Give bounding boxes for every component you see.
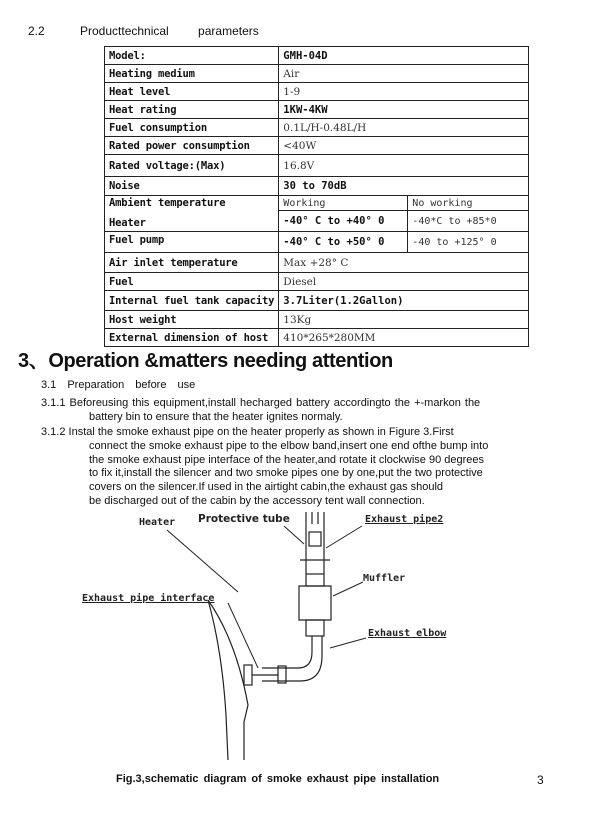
protective-tube-leader-line [284, 526, 304, 544]
exhaust-pipe2-label: Exhaust pipe2 [365, 514, 444, 525]
spec-label: Model: [105, 47, 279, 65]
spec-label: Rated power consumption [105, 137, 279, 155]
paragraph-3-1-2-line3: the smoke exhaust pipe interface of the heater,and rotate it clockwise 90 degrees [89, 454, 485, 466]
table-row [105, 177, 529, 196]
paragraph-3-1-2-line2: connect the smoke exhaust pipe to the elbow band,insert one end ofthe bump into [89, 440, 489, 452]
exhaust-elbow [262, 636, 322, 683]
spec-label [105, 196, 279, 232]
exhaust-pipe-diagram [0, 505, 590, 765]
spec-label: External dimension of host [105, 329, 279, 347]
operation-heading: 3、Operation &matters needing attention [18, 350, 393, 372]
spec-label: Rated voltage:(Max) [105, 155, 279, 177]
spec-value: GMH-04D [279, 47, 529, 65]
muffler [299, 574, 331, 636]
working-header: Working [279, 196, 408, 211]
spec-value: 16.8V [279, 155, 529, 177]
spec-label: Noise [105, 177, 279, 196]
section-number: 2.2 [28, 24, 45, 38]
spec-value: Air [279, 65, 529, 83]
table-row [105, 311, 529, 329]
exhaust-elbow-leader-line [330, 638, 366, 648]
paragraph-3-1-2-line4: to fix it,install the silencer and two smoke pipes one by one,put the two protective [89, 467, 483, 479]
spec-label: Fuel [105, 273, 279, 291]
heater-label: Heater [139, 517, 176, 528]
spec-label: Host weight [105, 311, 279, 329]
table-row [105, 253, 529, 273]
spec-value: 13Kg [279, 311, 529, 329]
spec-value: 3.7Liter(1.2Gallon) [279, 291, 529, 311]
heater-leader-line [167, 530, 238, 592]
table-row [105, 232, 529, 253]
table-row [105, 137, 529, 155]
spec-label: Air inlet temperature [105, 253, 279, 273]
figure-caption: Fig.3,schematic diagram of smoke exhaust pipe installation [116, 773, 440, 785]
spec-table [104, 46, 529, 347]
spec-value: 1KW-4KW [279, 101, 529, 119]
heater-working-range: -40° C to +40° 0 [279, 211, 408, 232]
table-row [105, 119, 529, 137]
spec-value: 0.1L/H-0.48L/H [279, 119, 529, 137]
spec-label: Internal fuel tank capacity [105, 291, 279, 311]
section-title: Producttechnical parameters [80, 24, 259, 38]
table-row [105, 273, 529, 291]
fuel-pump-working-range: -40° C to +50° 0 [279, 232, 408, 253]
table-row [105, 65, 529, 83]
table-row [105, 101, 529, 119]
spec-value: 1-9 [279, 83, 529, 101]
spec-value: 30 to 70dB [279, 177, 529, 196]
muffler-label: Muffler [363, 573, 406, 584]
table-row [105, 155, 529, 177]
not-working-header: No working [408, 196, 529, 211]
paragraph-3-1-2-line1: 3.1.2 Instal the smoke exhaust pipe on the heater properly as shown in Figure 3.First [41, 426, 454, 438]
table-row [105, 291, 529, 311]
paragraph-3-1-2-line5: covers on the silencer.If used in the airtight cabin,the exhaust gas should [89, 481, 444, 493]
spec-label: Fuel consumption [105, 119, 279, 137]
exhaust-pipe-interface-leader-line [228, 603, 258, 668]
heater-label: Heater [109, 217, 146, 229]
exhaust-pipe2 [300, 512, 330, 574]
spec-value: 410*265*280MM [279, 329, 529, 347]
protective-tube-label: Protective tube [198, 513, 290, 525]
exhaust-pipe2-leader-line [326, 526, 362, 548]
spec-label: Fuel pump [105, 232, 279, 253]
muffler-leader-line [333, 582, 363, 596]
paragraph-3-1-2-line6: be discharged out of the cabin by the accessory tent wall connection. [89, 495, 425, 507]
page-number: 3 [537, 773, 544, 787]
spec-value: Diesel [279, 273, 529, 291]
spec-label: Heating medium [105, 65, 279, 83]
spec-value: <40W [279, 137, 529, 155]
exhaust-elbow-label: Exhaust elbow [368, 628, 447, 639]
fuel-pump-not-working-range: -40 to +125° 0 [408, 232, 529, 253]
heater-not-working-range: -40*C to +85*0 [408, 211, 529, 232]
paragraph-3-1-1-line1: 3.1.1 Beforeusing this equipment,install hecharged battery accordingto the +-markon the [41, 397, 481, 409]
exhaust-pipe-interface-label: Exhaust pipe interface [82, 593, 215, 604]
paragraph-3-1: 3.1 Preparation before use [41, 379, 196, 391]
ambient-temperature-label: Ambient temperature [109, 197, 226, 209]
heater-body [208, 600, 248, 760]
spec-value: Max +28° C [279, 253, 529, 273]
spec-label: Heat rating [105, 101, 279, 119]
paragraph-3-1-1-line2: battery bin to ensure that the heater ignites normaly. [89, 411, 343, 423]
table-row [105, 83, 529, 101]
table-row [105, 47, 529, 65]
table-row [105, 196, 529, 211]
spec-label: Heat level [105, 83, 279, 101]
